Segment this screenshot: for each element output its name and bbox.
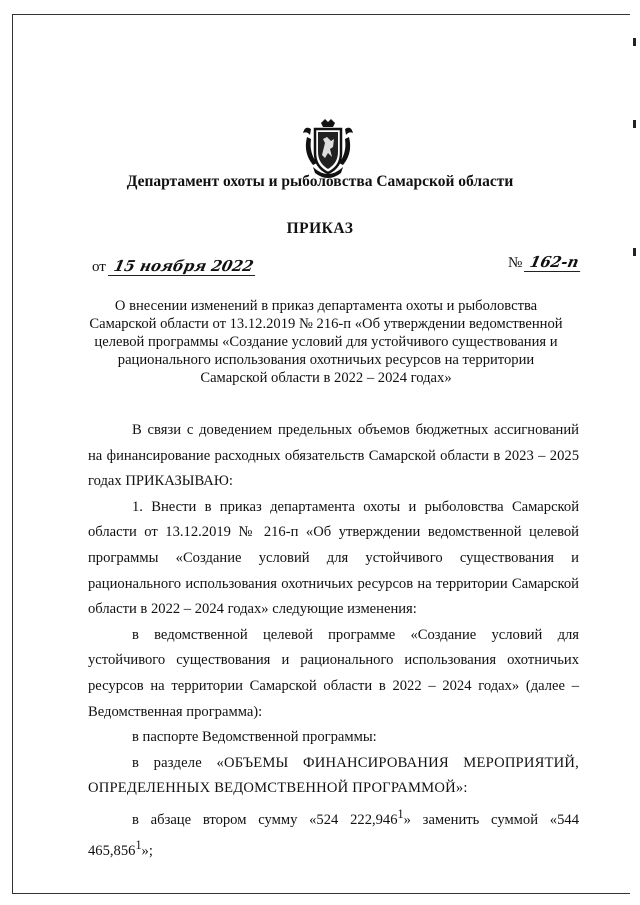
scan-edge-mark (633, 120, 636, 128)
order-date-line (92, 257, 257, 276)
scan-border-bottom (12, 893, 630, 894)
amount-text-part: » заменить суммой «544 465,856 (88, 811, 579, 860)
subject-line: рационального использования охотничьих ресурсов на территории (117, 352, 535, 368)
scan-border-left (12, 14, 13, 894)
number-prefix: № (508, 255, 523, 271)
order-number-line (508, 253, 583, 272)
scan-edge-mark (633, 38, 636, 46)
document-type-title: ПРИКАЗ (286, 220, 354, 237)
subject-line: Самарской области в 2022 – 2024 годах» (200, 370, 452, 386)
scan-edge-mark (633, 248, 636, 256)
passport-paragraph: в паспорте Ведомственной программы: (132, 729, 377, 746)
coat-of-arms-emblem (301, 117, 355, 181)
handwritten-number: 162-п (524, 253, 584, 272)
amount-text-part: »; (141, 843, 153, 860)
organization-name: Департамент охоты и рыболовства Самарской области (126, 173, 514, 190)
date-prefix: от (92, 259, 106, 275)
handwritten-date: 15 ноября 2022 (108, 257, 259, 276)
clause-1-paragraph: 1. Внести в приказ департамента охоты и рыболовства Самарской области от 13.12.2019 № 216-п «Об утверждении ведомственной целевой программы «Создание условий для устойчивого существования и рационального использования охотничьих ресурсов на территории Самарской области в 2022 – 2024 годах» следующие изменения: (88, 498, 579, 618)
footnote-mark: 1 (397, 806, 404, 821)
program-paragraph: в ведомственной целевой программе «Создание условий для устойчивого существования и рационального использования охотничьих ресурсов на территории Самарской области в 2022 – 2024 годах» (далее – Ведомственная программа): (88, 626, 579, 720)
amount-text-part: в абзаце втором сумму «524 222,946 (132, 811, 398, 828)
subject-line: О внесении изменений в приказ департамента охоты и рыболовства (114, 298, 538, 314)
amount-change-paragraph (88, 802, 579, 865)
subject-line: целевой программы «Создание условий для устойчивого существования и (94, 334, 558, 350)
preamble-paragraph: В связи с доведением предельных объемов бюджетных ассигнований на финансирование расходных обязательств Самарской области в 2023 – 2025 годах ПРИКАЗЫВАЮ: (88, 422, 579, 490)
scan-border-top (12, 14, 630, 15)
section-paragraph: в разделе «ОБЪЕМЫ ФИНАНСИРОВАНИЯ МЕРОПРИЯТИЙ, ОПРЕДЕЛЕННЫХ ВЕДОМСТВЕННОЙ ПРОГРАММОЙ»: (88, 754, 579, 797)
order-body (88, 418, 579, 865)
order-subject (80, 297, 572, 387)
footnote-mark: 1 (135, 838, 142, 853)
subject-line: Самарской области от 13.12.2019 № 216-п «Об утверждении ведомственной (89, 316, 563, 332)
